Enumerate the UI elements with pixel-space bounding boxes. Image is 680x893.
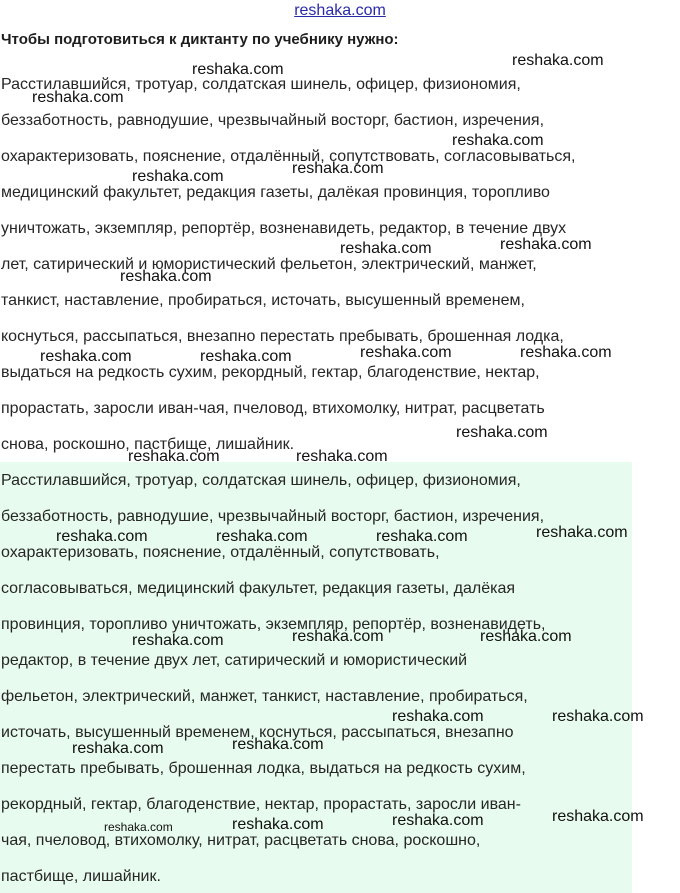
watermark: reshaka.com [200, 348, 292, 365]
watermark: reshaka.com [552, 708, 644, 725]
watermark: reshaka.com [292, 628, 384, 645]
answer-line: чая, пчеловод, втихомолку, нитрат, расцветать снова, роскошно, [1, 832, 481, 849]
watermark: reshaka.com [232, 816, 324, 833]
source-line: коснуться, рассыпаться, внезапно перестать пребывать, брошенная лодка, [1, 328, 564, 345]
answer-line: пастбище, лишайник. [1, 868, 161, 885]
watermark: reshaka.com [392, 812, 484, 829]
watermark: reshaka.com [500, 236, 592, 253]
watermark: reshaka.com [192, 61, 284, 78]
watermark: reshaka.com [292, 160, 384, 177]
watermark: reshaka.com [392, 708, 484, 725]
watermark: reshaka.com [360, 344, 452, 361]
answer-line: редактор, в течение двух лет, сатирический и юмористический [1, 652, 468, 669]
watermark: reshaka.com [132, 632, 224, 649]
watermark: reshaka.com [520, 344, 612, 361]
answer-line: перестать пребывать, брошенная лодка, выдаться на редкость сухим, [1, 760, 526, 777]
watermark: reshaka.com [296, 448, 388, 465]
watermark: reshaka.com [72, 740, 164, 757]
source-line: охарактеризовать, пояснение, отдалённый, сопутствовать, согласовываться, [1, 148, 576, 165]
watermark: reshaka.com [340, 240, 432, 257]
watermark: reshaka.com [132, 168, 224, 185]
watermark: reshaka.com [552, 808, 644, 825]
source-line: выдаться на редкость сухим, рекордный, гектар, благоденствие, нектар, [1, 364, 540, 381]
site-link[interactable]: reshaka.com [294, 2, 386, 19]
watermark: reshaka.com [40, 348, 132, 365]
watermark: reshaka.com [452, 132, 544, 149]
watermark: reshaka.com [512, 52, 604, 69]
answer-line: беззаботность, равнодушие, чрезвычайный восторг, бастион, изречения, [1, 508, 545, 525]
watermark: reshaka.com [376, 528, 468, 545]
answer-line: рекордный, гектар, благоденствие, нектар, прорастать, заросли иван- [1, 796, 521, 813]
source-line: беззаботность, равнодушие, чрезвычайный восторг, бастион, изречения, [1, 112, 545, 129]
answer-line: фельетон, электрический, манжет, танкист, наставление, пробираться, [1, 688, 528, 705]
watermark: reshaka.com [32, 89, 124, 106]
answer-line: провинция, торопливо уничтожать, экземпляр, репортёр, возненавидеть, [1, 616, 546, 633]
watermark: reshaka.com [216, 528, 308, 545]
answer-line: Расстилавшийся, тротуар, солдатская шинель, офицер, физиономия, [1, 472, 521, 489]
source-line: Расстилавшийся, тротуар, солдатская шинель, офицер, физиономия, [1, 76, 521, 93]
answer-line: источать, высушенный временем, коснуться, рассыпаться, внезапно [1, 724, 514, 741]
heading: Чтобы подготовиться к диктанту по учебнику нужно: [1, 31, 399, 48]
source-line: лет, сатирический и юмористический фельетон, электрический, манжет, [1, 256, 537, 273]
source-line: снова, роскошно, пастбище, лишайник. [1, 436, 295, 453]
watermark: reshaka.com [128, 448, 220, 465]
watermark: reshaka.com [104, 820, 173, 834]
watermark: reshaka.com [480, 628, 572, 645]
source-line: медицинский факультет, редакция газеты, далёкая провинция, торопливо [1, 184, 550, 201]
source-line: танкист, наставление, пробираться, источать, высушенный временем, [1, 292, 525, 309]
answer-line: охарактеризовать, пояснение, отдалённый, сопутствовать, [1, 544, 440, 561]
answer-line: согласовываться, медицинский факультет, редакция газеты, далёкая [1, 580, 516, 597]
watermark: reshaka.com [456, 424, 548, 441]
watermark: reshaka.com [120, 268, 212, 285]
source-line: уничтожать, экземпляр, репортёр, возненавидеть, редактор, в течение двух [1, 220, 567, 237]
watermark: reshaka.com [56, 528, 148, 545]
watermark: reshaka.com [232, 736, 324, 753]
source-line: прорастать, заросли иван-чая, пчеловод, втихомолку, нитрат, расцветать [1, 400, 545, 417]
watermark: reshaka.com [536, 524, 628, 541]
